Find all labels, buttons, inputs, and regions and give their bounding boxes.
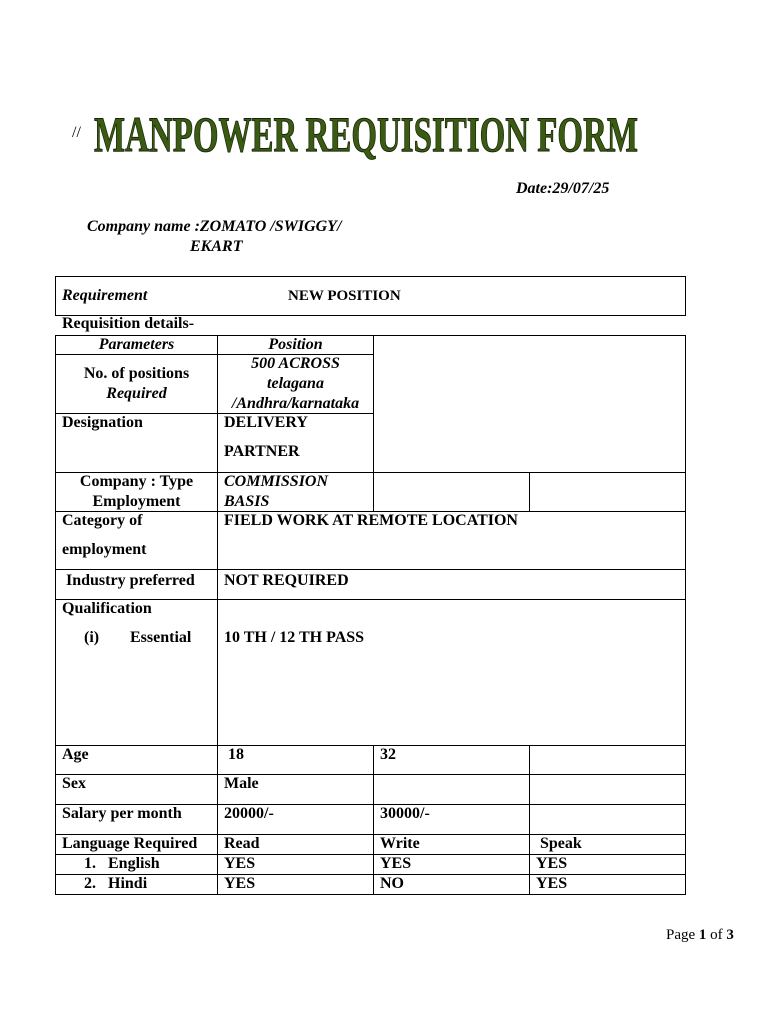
positions-label-line-2: Required <box>106 385 167 402</box>
language-row-1-name: English <box>108 855 160 872</box>
language-row-1-write-cell <box>373 854 530 875</box>
cell-content <box>228 745 244 765</box>
language-row-2-write: NO <box>380 875 404 892</box>
designation-value-line-1: DELIVERY <box>224 414 308 431</box>
designation-label: Designation <box>62 414 143 431</box>
age-value-1: 18 <box>228 746 244 763</box>
form-title: MANPOWER REQUISITION FORM <box>94 106 638 162</box>
language-read-header: Read <box>224 835 260 852</box>
salary-value-cell <box>373 804 530 835</box>
language-row-1-read-cell <box>217 854 374 875</box>
cell-content <box>62 804 182 824</box>
language-row-2-name: Hindi <box>108 875 148 892</box>
empty-merged-cell <box>373 335 686 473</box>
language-row-1-speak-cell <box>529 854 686 875</box>
cell-content <box>380 745 396 765</box>
company-type-label-line-1: Company : Type <box>79 473 194 490</box>
cell-content <box>224 413 308 462</box>
cell-content <box>62 745 89 765</box>
cell-content <box>380 804 430 824</box>
language-row-2-write-cell <box>373 874 530 895</box>
language-row-2-name-cell <box>55 874 218 895</box>
page-number <box>666 925 734 945</box>
positions-value-line-1: 500 ACROSS <box>251 355 340 372</box>
language-row-1-write: YES <box>380 855 412 872</box>
cell-content <box>62 511 146 560</box>
positions-value-line-2: telagana <box>267 375 324 392</box>
cell-content <box>218 354 373 414</box>
qualification-item-number: (i) <box>84 629 100 646</box>
salary-value-1: 20000/- <box>224 805 274 822</box>
language-row-2-speak: YES <box>536 875 568 892</box>
cell-content <box>224 472 328 512</box>
salary-label: Salary per month <box>62 805 182 822</box>
sex-value: Male <box>224 775 259 792</box>
positions-value-line-3: /Andhra/karnataka <box>231 395 360 412</box>
language-row-2-read-cell <box>217 874 374 895</box>
cell-content <box>62 599 152 619</box>
position-header: Position <box>268 336 323 353</box>
qualification-label: Qualification <box>62 600 152 617</box>
cell-content <box>224 571 349 591</box>
language-label-cell <box>55 834 218 855</box>
language-row-2-read: YES <box>224 875 256 892</box>
form-title-graphic <box>90 105 650 165</box>
language-row-1-number: 1. <box>84 855 96 872</box>
cell-content <box>62 774 86 794</box>
age-label-cell <box>55 745 218 775</box>
cell-content <box>536 854 567 874</box>
title-prefix: // <box>72 124 81 141</box>
cell-content <box>224 774 259 794</box>
language-row-1-name-cell <box>55 854 218 875</box>
company-name-line-1: Company name :ZOMATO /SWIGGY/ <box>87 218 342 235</box>
sex-label-cell <box>55 774 218 805</box>
qualification-item-label: Essential <box>130 629 192 646</box>
cell-content <box>380 834 420 854</box>
company-type-value-cell <box>217 472 374 512</box>
cell-content <box>62 834 197 854</box>
company-type-value-line-1: COMMISSION <box>224 473 329 490</box>
language-speak-header: Speak <box>540 835 582 852</box>
empty-cell <box>529 804 686 835</box>
language-label: Language Required <box>62 835 198 852</box>
positions-label-cell <box>55 354 218 414</box>
cell-content <box>66 571 195 591</box>
cell-content <box>536 874 567 894</box>
requirement-row <box>55 276 686 316</box>
language-write-header: Write <box>380 835 420 852</box>
category-label-line-2: employment <box>62 541 147 558</box>
cell-content <box>56 472 217 512</box>
cell-content <box>224 874 255 894</box>
qualification-value: 10 TH / 12 TH PASS <box>224 629 365 646</box>
language-row-2-speak-cell <box>529 874 686 895</box>
age-value-cell <box>373 745 530 775</box>
age-value-2: 32 <box>380 746 396 763</box>
of-word: of <box>710 927 723 943</box>
cell-content <box>62 413 143 433</box>
cell-content <box>56 335 217 355</box>
category-label-cell <box>55 511 218 570</box>
company-type-label-cell <box>55 472 218 512</box>
cell-content <box>224 511 518 531</box>
empty-cell <box>529 472 686 512</box>
category-label-line-1: Category of <box>62 512 143 529</box>
cell-content <box>380 854 411 874</box>
positions-label-line-1: No. of positions <box>83 365 190 382</box>
empty-cell <box>373 472 530 512</box>
company-type-value-line-2: BASIS <box>224 493 270 510</box>
form-date: Date:29/07/25 <box>516 180 610 197</box>
salary-value-2: 30000/- <box>380 805 430 822</box>
requirement-label: Requirement <box>62 287 148 304</box>
cell-content <box>224 804 274 824</box>
industry-label: Industry preferred <box>66 572 195 589</box>
language-row-1-speak: YES <box>536 855 568 872</box>
cell-content <box>224 854 255 874</box>
parameters-header: Parameters <box>98 336 175 353</box>
current-page: 1 <box>698 927 707 943</box>
category-value: FIELD WORK AT REMOTE LOCATION <box>224 512 518 529</box>
sex-value-cell <box>217 774 374 805</box>
cell-content <box>224 834 260 854</box>
salary-value-cell <box>217 804 374 835</box>
language-speak-header-cell <box>529 834 686 855</box>
requisition-details-heading: Requisition details- <box>62 315 195 332</box>
industry-value-cell <box>217 569 686 600</box>
age-value-cell <box>217 745 374 775</box>
age-label: Age <box>62 746 89 763</box>
language-row-1-read: YES <box>224 855 256 872</box>
industry-value: NOT REQUIRED <box>224 572 349 589</box>
designation-value-line-2: PARTNER <box>224 443 300 460</box>
cell-content <box>218 335 373 355</box>
company-type-label-line-2: Employment <box>92 493 181 510</box>
page-word: Page <box>666 927 696 943</box>
language-write-header-cell <box>373 834 530 855</box>
designation-label-cell <box>55 413 218 473</box>
designation-value-cell <box>217 413 374 473</box>
cell-content <box>540 834 582 854</box>
positions-value-cell <box>217 354 374 414</box>
empty-cell <box>373 774 530 805</box>
language-row-2-number: 2. <box>84 875 96 892</box>
qualification-value-cell <box>217 599 686 746</box>
company-name-line-2: EKART <box>190 238 243 255</box>
empty-cell <box>529 774 686 805</box>
industry-label-cell <box>55 569 218 600</box>
qualification-label-cell <box>55 599 218 746</box>
empty-cell <box>529 745 686 775</box>
cell-content <box>380 874 404 894</box>
total-pages: 3 <box>726 927 734 943</box>
position-header-cell <box>217 335 374 355</box>
salary-label-cell <box>55 804 218 835</box>
requirement-value: NEW POSITION <box>288 288 401 304</box>
sex-label: Sex <box>62 775 86 792</box>
language-read-header-cell <box>217 834 374 855</box>
cell-content <box>56 364 217 404</box>
parameters-header-cell <box>55 335 218 355</box>
category-value-cell <box>217 511 686 570</box>
